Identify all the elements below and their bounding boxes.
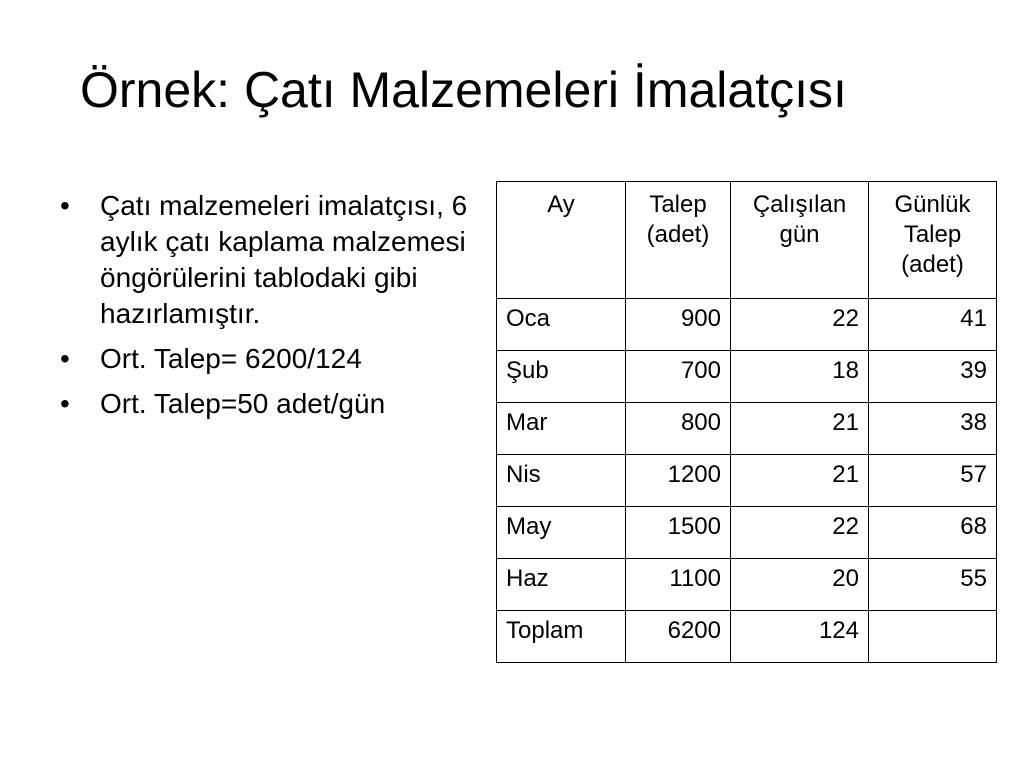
table-header-row [497, 182, 997, 299]
daily-demand-cell: 41 [869, 299, 997, 351]
total-working-days-cell: 124 [731, 611, 869, 663]
demand-cell: 700 [626, 351, 731, 403]
working-days-cell: 21 [731, 455, 869, 507]
header-cell-month: Ay [497, 182, 626, 299]
daily-demand-cell: 38 [869, 403, 997, 455]
daily-demand-cell: 39 [869, 351, 997, 403]
daily-demand-cell: 57 [869, 455, 997, 507]
month-cell: Haz [497, 559, 626, 611]
slide-title: Örnek: Çatı Malzemeleri İmalatçısı [80, 62, 847, 118]
working-days-cell: 22 [731, 507, 869, 559]
total-label-cell: Toplam [497, 611, 626, 663]
working-days-cell: 21 [731, 403, 869, 455]
bullet-text: Ort. Talep=50 adet/gün [100, 388, 386, 419]
demand-cell: 800 [626, 403, 731, 455]
working-days-cell: 18 [731, 351, 869, 403]
month-cell: May [497, 507, 626, 559]
total-daily-demand-cell [869, 611, 997, 663]
bullet-dot-icon: • [60, 190, 70, 221]
month-cell: Oca [497, 299, 626, 351]
bullet-dot-icon: • [60, 388, 70, 419]
bullet-item [60, 386, 480, 422]
month-cell: Şub [497, 351, 626, 403]
month-cell: Nis [497, 455, 626, 507]
bullet-text: Çatı malzemeleri imalatçısı, 6 aylık çatı kaplama malzemesi öngörülerini tablodaki gibi hazırlamıştır. [100, 190, 468, 329]
table-row [497, 455, 997, 507]
daily-demand-cell: 55 [869, 559, 997, 611]
demand-table [496, 181, 997, 663]
table-row-total [497, 611, 997, 663]
demand-cell: 1500 [626, 507, 731, 559]
bullet-dot-icon: • [60, 343, 70, 374]
header-cell-daily-demand: Günlük Talep (adet) [869, 182, 997, 299]
working-days-cell: 20 [731, 559, 869, 611]
table-row [497, 559, 997, 611]
header-cell-demand: Talep (adet) [626, 182, 731, 299]
bullet-text: Ort. Talep= 6200/124 [100, 343, 362, 374]
working-days-cell: 22 [731, 299, 869, 351]
table-row [497, 403, 997, 455]
month-cell: Mar [497, 403, 626, 455]
daily-demand-cell: 68 [869, 507, 997, 559]
header-cell-working-days: Çalışılan gün [731, 182, 869, 299]
demand-cell: 900 [626, 299, 731, 351]
bullet-item [60, 188, 480, 332]
table-row [497, 507, 997, 559]
total-demand-cell: 6200 [626, 611, 731, 663]
demand-cell: 1100 [626, 559, 731, 611]
demand-cell: 1200 [626, 455, 731, 507]
bullet-item [60, 341, 480, 377]
bullet-list [60, 188, 480, 431]
table-row [497, 299, 997, 351]
table-row [497, 351, 997, 403]
